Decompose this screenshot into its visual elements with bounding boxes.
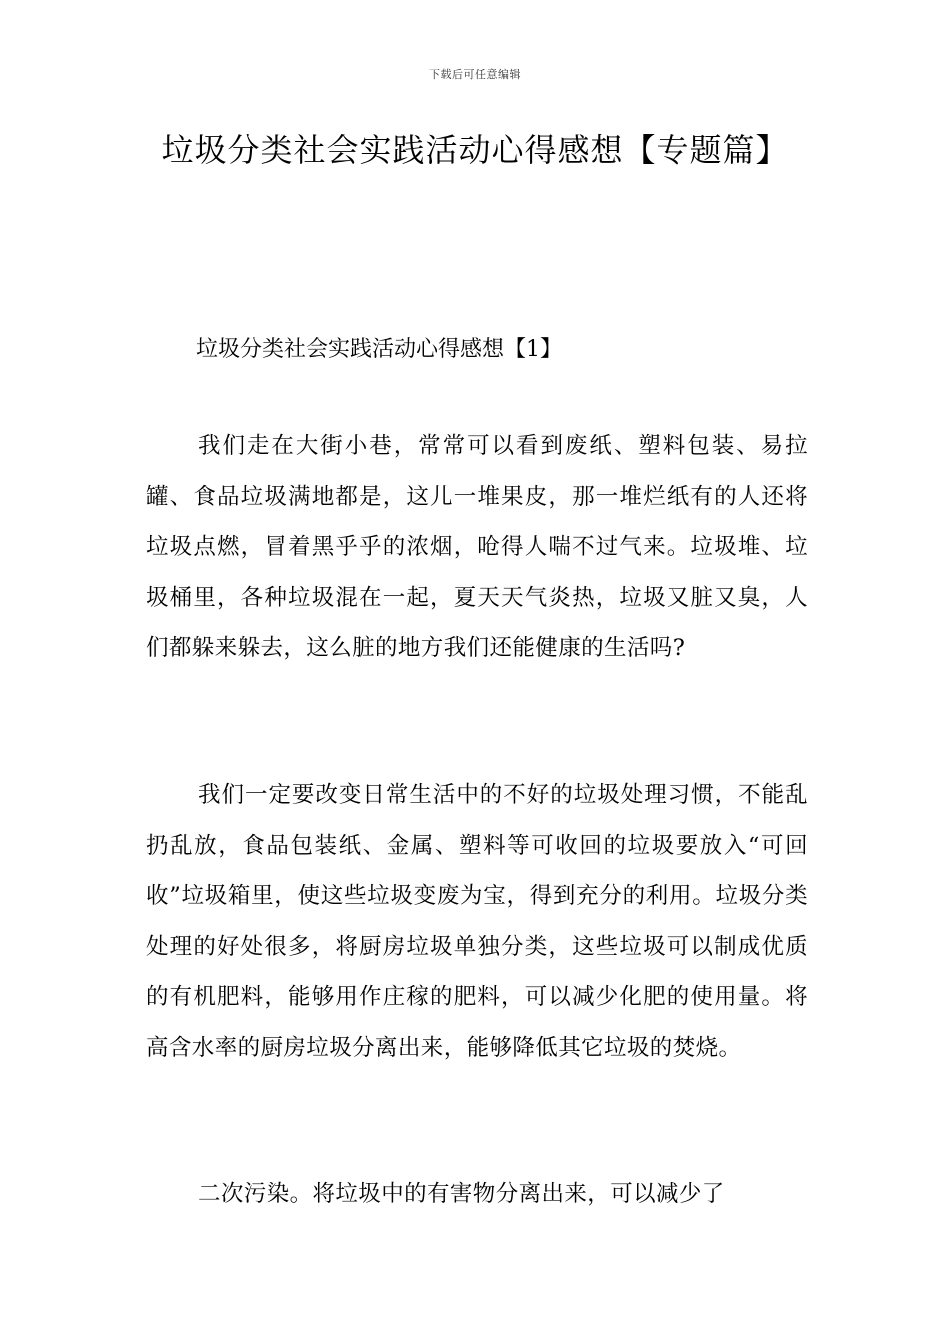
body-paragraph: 二次污染。将垃圾中的有害物分离出来，可以减少了 bbox=[198, 1181, 725, 1207]
header-note: 下载后可任意编辑 bbox=[429, 68, 521, 81]
body-paragraph: 我们一定要改变日常生活中的不好的垃圾处理习惯，不能乱扔乱放，食品包装纸、金属、塑料等可收回的垃圾要放入“可回收”垃圾箱里，使这些垃圾变废为宝，得到充分的利用。垃圾分类处理的好处很多，将厨房垃圾单独分类，这些垃圾可以制成优质的有机肥料，能够用作庄稼的肥料，可以减少化肥的使用量。将高含水率的厨房垃圾分离出来，能够降低其它垃圾的焚烧。 bbox=[146, 782, 808, 1061]
section-heading: 垃圾分类社会实践活动心得感想【1】 bbox=[196, 337, 562, 362]
body-paragraph: 我们走在大街小巷，常常可以看到废纸、塑料包装、易拉罐、食品垃圾满地都是，这儿一堆果皮，那一堆烂纸有的人还将垃圾点燃，冒着黑乎乎的浓烟，呛得人喘不过气来。垃圾堆、垃圾桶里，各种垃圾混在一起，夏天天气炎热，垃圾又脏又臭，人们都躲来躲去，这么脏的地方我们还能健康的生活吗? bbox=[146, 433, 808, 661]
document-title: 垃圾分类社会实践活动心得感想【专题篇】 bbox=[161, 131, 789, 169]
